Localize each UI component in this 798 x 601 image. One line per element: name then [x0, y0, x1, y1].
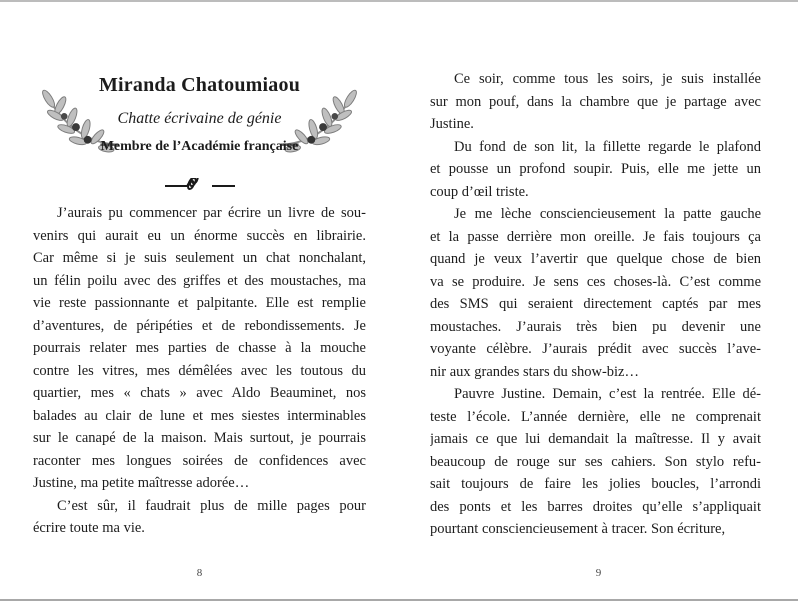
text-line: pourtant consciencieusement à tracer. Son écriture, [430, 521, 726, 537]
left-page-text [33, 202, 366, 540]
page-number-right: 9 [595, 567, 602, 579]
text-line: un félin poilu avec des griffes et des moustaches, ma [33, 272, 366, 289]
text-line: et pousse un profond soupir. Puis, elle me jette un [430, 161, 761, 177]
text-line: vie reste passionnante et palpitante. Elle est remplie [33, 295, 366, 311]
text-line: d’aventures, de péripéties et de rebondissements. Je [33, 317, 366, 334]
text-line: des SMS qui seraient directement captés par mes [430, 296, 761, 312]
text-line: Justine, ma petite maîtresse adorée… [33, 475, 250, 491]
text-line: Je me lèche consciencieusement la patte gauche [454, 206, 761, 222]
text-line: quartier, mes « chats » avec Aldo Beauminet, nos [33, 385, 366, 401]
text-line: sur le canapé de la maison. Mais surtout, je pourrais [33, 430, 366, 446]
text-line: nir aux grandes stars du show-biz… [430, 363, 639, 380]
text-line: raconter mes longues soirées de confidences avec [33, 452, 366, 469]
page-number-left: 8 [196, 567, 203, 579]
text-line: quand je veux l’avertir que quelque chose de bien [430, 251, 761, 267]
text-line: pourrais relater mes parties de chasse à la mouche [33, 340, 366, 356]
author-affiliation: Membre de l’Académie française [100, 139, 299, 154]
rope-twist-divider-icon [164, 178, 236, 192]
text-line: Du fond de son lit, la fillette regarde le plafond [454, 138, 761, 155]
text-line: Justine. [430, 116, 474, 132]
book-subtitle: Chatte écrivaine de génie [117, 110, 282, 127]
text-line: va se produire. Je sens ces choses-là. C’est comme [430, 273, 761, 290]
text-line: voyante célèbre. J’aurais prédit avec succès l’ave- [430, 341, 761, 357]
text-line: moustaches. J’aurais très bien pu devenir une [430, 318, 761, 335]
text-line: J’aurais pu commencer par écrire un livre de sou- [57, 205, 366, 221]
left-page [0, 2, 399, 599]
olive-branch-icon [30, 86, 118, 174]
text-line: des ponts et les barres droites qu’elle s’appliquait [430, 498, 761, 515]
right-page [399, 2, 798, 599]
author-name: Miranda Chatoumiaou [98, 74, 301, 96]
text-line: Car même si je suis seulement un chat nonchalant, [33, 250, 366, 266]
olive-branch-icon [281, 86, 369, 174]
text-line: teste l’école. L’année dernière, elle ne comprenait [430, 408, 761, 425]
text-line: Pauvre Justine. Demain, c’est la rentrée. Elle dé- [454, 386, 761, 402]
text-line: sait toujours de faire les jolies boucles, l’arrondi [430, 476, 761, 492]
text-line: C’est sûr, il faudrait plus de mille pages pour [57, 497, 366, 514]
text-line: balades au clair de lune et mes siestes interminables [33, 407, 366, 424]
text-line: coup d’œil triste. [430, 183, 529, 200]
text-line: écrire toute ma vie. [33, 520, 145, 536]
text-line: contre les vitres, mes démêlées avec les toutous du [33, 362, 366, 379]
text-line: Ce soir, comme tous les soirs, je suis installée [454, 71, 761, 87]
text-line: sur mon pouf, dans la chambre que je partage avec [430, 93, 761, 110]
text-line: venirs qui aurait eu un énorme succès en librairie. [33, 227, 366, 244]
text-line: jamais ce que lui demandait la maîtresse. Il y avait [430, 431, 761, 447]
text-line: et la passe derrière mon oreille. Je fais toujours ça [430, 228, 761, 245]
right-page-text [430, 68, 761, 541]
text-line: beaucoup de rouge sur ses cahiers. Son stylo refu- [430, 453, 761, 470]
